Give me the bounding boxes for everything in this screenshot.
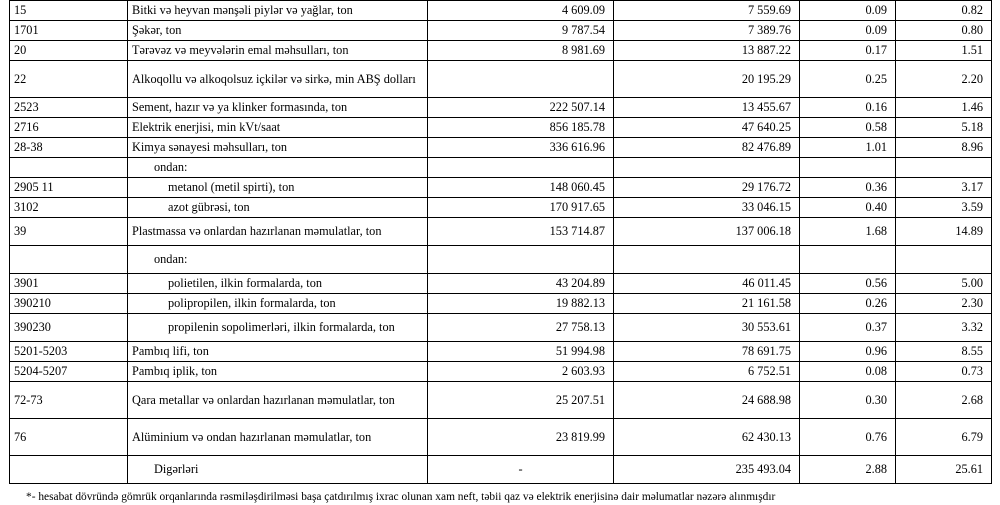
- cell-v2: 29 176.72: [614, 178, 800, 198]
- cell-code: 3102: [10, 198, 128, 218]
- cell-v2: 6 752.51: [614, 362, 800, 382]
- cell-code: 28-38: [10, 138, 128, 158]
- cell-v1: 8 981.69: [428, 41, 614, 61]
- cell-v3: 0.76: [800, 419, 896, 456]
- cell-v1: 4 609.09: [428, 1, 614, 21]
- cell-v3: 0.09: [800, 1, 896, 21]
- cell-code: 76: [10, 419, 128, 456]
- cell-v3: 0.37: [800, 314, 896, 342]
- cell-code: 39: [10, 218, 128, 246]
- cell-name: Pambıq lifi, ton: [128, 342, 428, 362]
- cell-name: Kimya sənayesi məhsulları, ton: [128, 138, 428, 158]
- cell-v3: 0.58: [800, 118, 896, 138]
- cell-name: polietilen, ilkin formalarda, ton: [128, 274, 428, 294]
- table-row: [10, 246, 992, 274]
- cell-code: 390210: [10, 294, 128, 314]
- cell-v1: 27 758.13: [428, 314, 614, 342]
- cell-v2: 137 006.18: [614, 218, 800, 246]
- table-row: [10, 21, 992, 41]
- cell-code: 22: [10, 61, 128, 98]
- table-row: [10, 274, 992, 294]
- cell-code: 5201-5203: [10, 342, 128, 362]
- cell-v1: 336 616.96: [428, 138, 614, 158]
- cell-name: Tərəvəz və meyvələrin emal məhsulları, ton: [128, 41, 428, 61]
- cell-code: 2716: [10, 118, 128, 138]
- table-row: [10, 362, 992, 382]
- cell-v1: 9 787.54: [428, 21, 614, 41]
- table-row: [10, 61, 992, 98]
- cell-v4: 0.73: [896, 362, 992, 382]
- cell-v1: 153 714.87: [428, 218, 614, 246]
- cell-v2: 13 887.22: [614, 41, 800, 61]
- cell-v4: 14.89: [896, 218, 992, 246]
- cell-v3: 0.96: [800, 342, 896, 362]
- cell-v1: 222 507.14: [428, 98, 614, 118]
- cell-name: Bitki və heyvan mənşəli piylər və yağlar, ton: [128, 1, 428, 21]
- table-footnote: *- hesabat dövründə gömrük orqanlarında rəsmiləşdirilməsi başa çatdırılmış ixrac olunan xam neft, təbii qaz və elektrik enerjisinə dair məlumatlar nəzərə alınmışdır: [26, 491, 776, 503]
- cell-v2: [614, 158, 800, 178]
- cell-v1: 170 917.65: [428, 198, 614, 218]
- cell-v4: 2.30: [896, 294, 992, 314]
- table-row: [10, 294, 992, 314]
- table-row: [10, 456, 992, 484]
- cell-v2: 33 046.15: [614, 198, 800, 218]
- cell-name: Alüminium və ondan hazırlanan məmulatlar, ton: [128, 419, 428, 456]
- cell-v4: 1.51: [896, 41, 992, 61]
- table-row: [10, 98, 992, 118]
- cell-v3: 1.01: [800, 138, 896, 158]
- cell-v1: [428, 246, 614, 274]
- cell-v3: [800, 246, 896, 274]
- table-row: [10, 178, 992, 198]
- cell-v4: 1.46: [896, 98, 992, 118]
- cell-name: Qara metallar və onlardan hazırlanan məmulatlar, ton: [128, 382, 428, 419]
- cell-code: [10, 246, 128, 274]
- cell-v2: [614, 246, 800, 274]
- cell-code: 3901: [10, 274, 128, 294]
- cell-name: Sement, hazır və ya klinker formasında, ton: [128, 98, 428, 118]
- cell-v3: 1.68: [800, 218, 896, 246]
- cell-v4: [896, 158, 992, 178]
- cell-v1: 2 603.93: [428, 362, 614, 382]
- cell-v3: 0.36: [800, 178, 896, 198]
- cell-v3: 0.26: [800, 294, 896, 314]
- cell-v4: [896, 246, 992, 274]
- cell-v1: 856 185.78: [428, 118, 614, 138]
- cell-code: 2523: [10, 98, 128, 118]
- cell-v2: 47 640.25: [614, 118, 800, 138]
- cell-v1: 148 060.45: [428, 178, 614, 198]
- cell-v2: 13 455.67: [614, 98, 800, 118]
- cell-v4: 0.82: [896, 1, 992, 21]
- cell-code: 2905 11: [10, 178, 128, 198]
- cell-v3: 0.17: [800, 41, 896, 61]
- table-row: [10, 419, 992, 456]
- cell-code: [10, 158, 128, 178]
- cell-v2: 78 691.75: [614, 342, 800, 362]
- cell-code: 20: [10, 41, 128, 61]
- cell-v4: 5.18: [896, 118, 992, 138]
- cell-v4: 2.20: [896, 61, 992, 98]
- cell-v2: 235 493.04: [614, 456, 800, 484]
- cell-v2: 24 688.98: [614, 382, 800, 419]
- cell-name: Elektrik enerjisi, min kVt/saat: [128, 118, 428, 138]
- cell-code: [10, 456, 128, 484]
- table-body: [10, 1, 992, 484]
- cell-v3: 0.30: [800, 382, 896, 419]
- cell-v2: 7 389.76: [614, 21, 800, 41]
- cell-v2: 20 195.29: [614, 61, 800, 98]
- cell-v4: 3.59: [896, 198, 992, 218]
- cell-v4: 0.80: [896, 21, 992, 41]
- table-row: [10, 198, 992, 218]
- cell-name: azot gübrəsi, ton: [128, 198, 428, 218]
- cell-v3: 0.16: [800, 98, 896, 118]
- cell-name: Digərləri: [128, 456, 428, 484]
- cell-name: ondan:: [128, 158, 428, 178]
- cell-v3: 0.08: [800, 362, 896, 382]
- table-row: [10, 1, 992, 21]
- cell-v1: 23 819.99: [428, 419, 614, 456]
- cell-v1: 19 882.13: [428, 294, 614, 314]
- cell-name: Plastmassa və onlardan hazırlanan məmulatlar, ton: [128, 218, 428, 246]
- cell-v4: 6.79: [896, 419, 992, 456]
- cell-v4: 3.32: [896, 314, 992, 342]
- cell-v3: 0.09: [800, 21, 896, 41]
- cell-code: 1701: [10, 21, 128, 41]
- cell-v1: [428, 158, 614, 178]
- cell-v1: 43 204.89: [428, 274, 614, 294]
- table-row: [10, 118, 992, 138]
- cell-v4: 25.61: [896, 456, 992, 484]
- cell-v3: 0.25: [800, 61, 896, 98]
- cell-v2: 46 011.45: [614, 274, 800, 294]
- cell-name: Alkoqollu və alkoqolsuz içkilər və sirkə, min ABŞ dolları: [128, 61, 428, 98]
- cell-v1: 51 994.98: [428, 342, 614, 362]
- cell-v2: 7 559.69: [614, 1, 800, 21]
- cell-v1: -: [428, 456, 614, 484]
- cell-v3: 2.88: [800, 456, 896, 484]
- cell-name: propilenin sopolimerləri, ilkin formalarda, ton: [128, 314, 428, 342]
- cell-v2: 30 553.61: [614, 314, 800, 342]
- cell-v3: 0.40: [800, 198, 896, 218]
- cell-v2: 62 430.13: [614, 419, 800, 456]
- cell-v1: [428, 61, 614, 98]
- export-commodities-table: [9, 0, 992, 484]
- cell-v4: 3.17: [896, 178, 992, 198]
- cell-name: metanol (metil spirti), ton: [128, 178, 428, 198]
- cell-name: Pambıq iplik, ton: [128, 362, 428, 382]
- cell-code: 15: [10, 1, 128, 21]
- cell-v4: 5.00: [896, 274, 992, 294]
- table-row: [10, 41, 992, 61]
- cell-name: polipropilen, ilkin formalarda, ton: [128, 294, 428, 314]
- table-row: [10, 218, 992, 246]
- cell-v4: 2.68: [896, 382, 992, 419]
- cell-v1: 25 207.51: [428, 382, 614, 419]
- cell-code: 72-73: [10, 382, 128, 419]
- cell-v3: 0.56: [800, 274, 896, 294]
- table-row: [10, 314, 992, 342]
- cell-name: Şəkər, ton: [128, 21, 428, 41]
- cell-code: 390230: [10, 314, 128, 342]
- cell-code: 5204-5207: [10, 362, 128, 382]
- cell-v3: [800, 158, 896, 178]
- cell-v2: 82 476.89: [614, 138, 800, 158]
- cell-v4: 8.55: [896, 342, 992, 362]
- table-row: [10, 342, 992, 362]
- table-row: [10, 382, 992, 419]
- cell-v2: 21 161.58: [614, 294, 800, 314]
- cell-v4: 8.96: [896, 138, 992, 158]
- cell-name: ondan:: [128, 246, 428, 274]
- table-row: [10, 138, 992, 158]
- table-row: [10, 158, 992, 178]
